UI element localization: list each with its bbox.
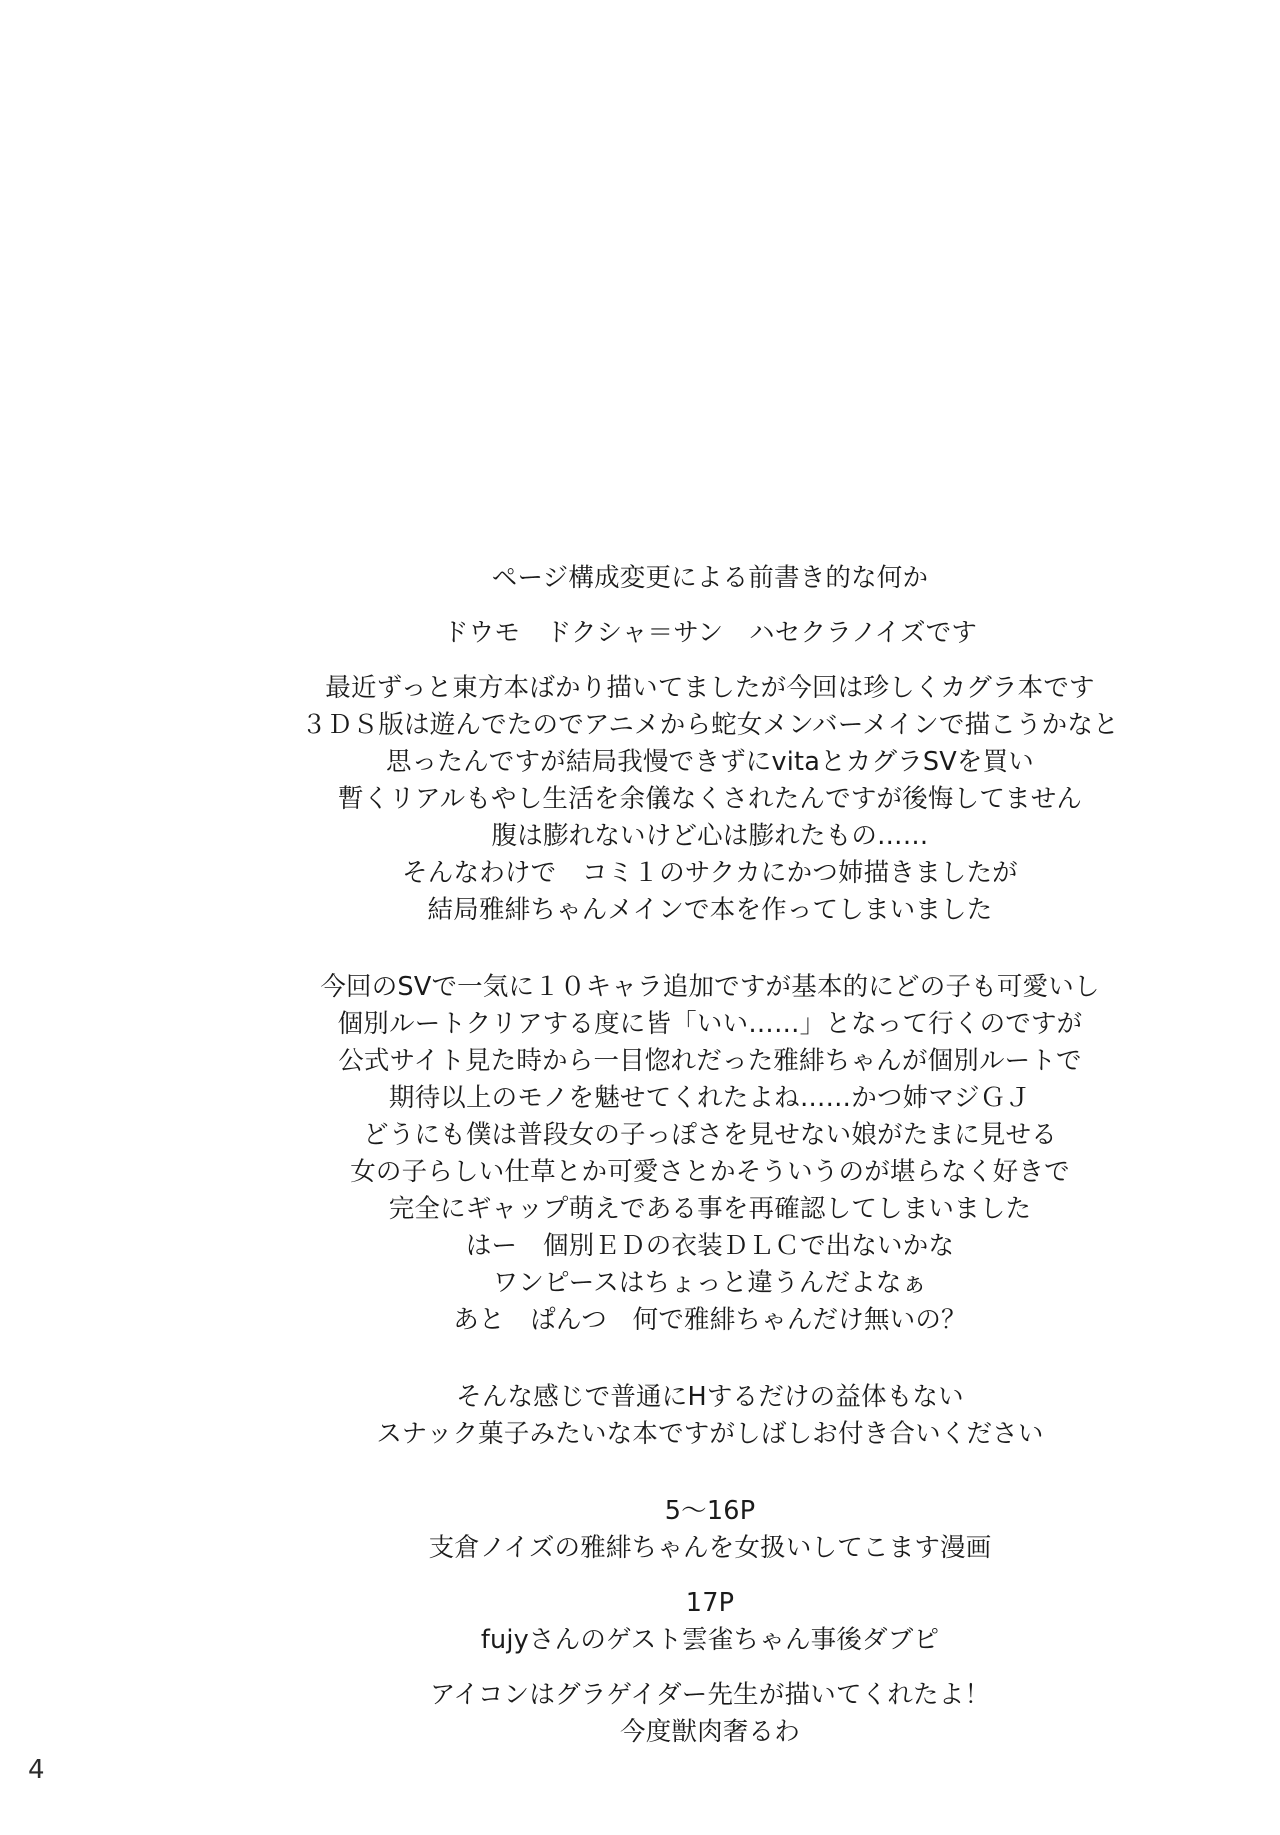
paragraph-line: そんなわけで コミ１のサクカにかつ姉描きましたが [402,858,1018,888]
paragraph-line: どうにも僕は普段女の子っぽさを見せない娘がたまに見せる [363,1120,1057,1150]
paragraph-line: 腹は膨れないけど心は膨れたもの…… [491,821,929,851]
paragraph-line: 期待以上のモノを魅せてくれたよね……かつ姉マジＧＪ [388,1083,1032,1113]
paragraph-line: 思ったんですが結局我慢できずにvitaとカグラSVを買い [385,747,1035,777]
afterword-credit [140,1677,1280,1751]
afterword-section [0,560,1280,1751]
credit-line: 今度獣肉奢るわ [620,1717,800,1747]
paragraph-line: 公式サイト見た時から一目惚れだった雅緋ちゃんが個別ルートで [338,1046,1082,1076]
contents-pages: 17P [685,1588,735,1618]
afterword-paragraph-3 [140,1379,1280,1453]
contents-pages: 5〜16P [664,1496,756,1526]
paragraph-line: はー 個別ＥＤの衣装ＤＬＣで出ないかな [465,1231,955,1261]
afterword-greeting-block [140,615,1280,652]
paragraph-line: 完全にギャップ萌えである事を再確認してしまいました [388,1194,1032,1224]
paragraph-line: 女の子らしい仕草とか可愛さとかそういうのが堪らなく好きで [350,1157,1070,1187]
contents-entry-1 [140,1493,1280,1567]
paragraph-line: ３ＤＳ版は遊んでたのでアニメから蛇女メンバーメインで描こうかなと [301,710,1119,740]
afterword-paragraph-1 [140,670,1280,929]
paragraph-line: そんな感じで普通にHするだけの益体もない [456,1382,964,1412]
paragraph-line: 暫くリアルもやし生活を余儀なくされたんですが後悔してません [337,784,1083,814]
afterword-heading: ページ構成変更による前書き的な何か [491,563,929,593]
paragraph-line: スナック菓子みたいな本ですがしばしお付き合いください [376,1419,1044,1449]
paragraph-line: 個別ルートクリアする度に皆「いい……」となって行くのですが [337,1009,1083,1039]
afterword-heading-block [140,560,1280,597]
contents-description: fujyさんのゲスト雲雀ちゃん事後ダブピ [480,1625,940,1655]
afterword-paragraph-2 [140,969,1280,1339]
paragraph-line: あと ぱんつ 何で雅緋ちゃんだけ無いの？ [453,1305,967,1335]
paragraph-line: ワンピースはちょっと違うんだよなぁ [492,1268,928,1298]
credit-line: アイコンはグラゲイダー先生が描いてくれたよ！ [429,1680,991,1710]
contents-description: 支倉ノイズの雅緋ちゃんを女扱いしてこます漫画 [428,1533,992,1563]
afterword-greeting: ドウモ ドクシャ＝サン ハセクラノイズです [442,618,978,648]
paragraph-line: 結局雅緋ちゃんメインで本を作ってしまいました [427,895,993,925]
contents-entry-2 [140,1585,1280,1659]
paragraph-line: 今回のSVで一気に１０キャラ追加ですが基本的にどの子も可愛いし [320,972,1100,1002]
page-number: 4 [28,1755,45,1785]
paragraph-line: 最近ずっと東方本ばかり描いてましたが今回は珍しくカグラ本です [325,673,1095,703]
